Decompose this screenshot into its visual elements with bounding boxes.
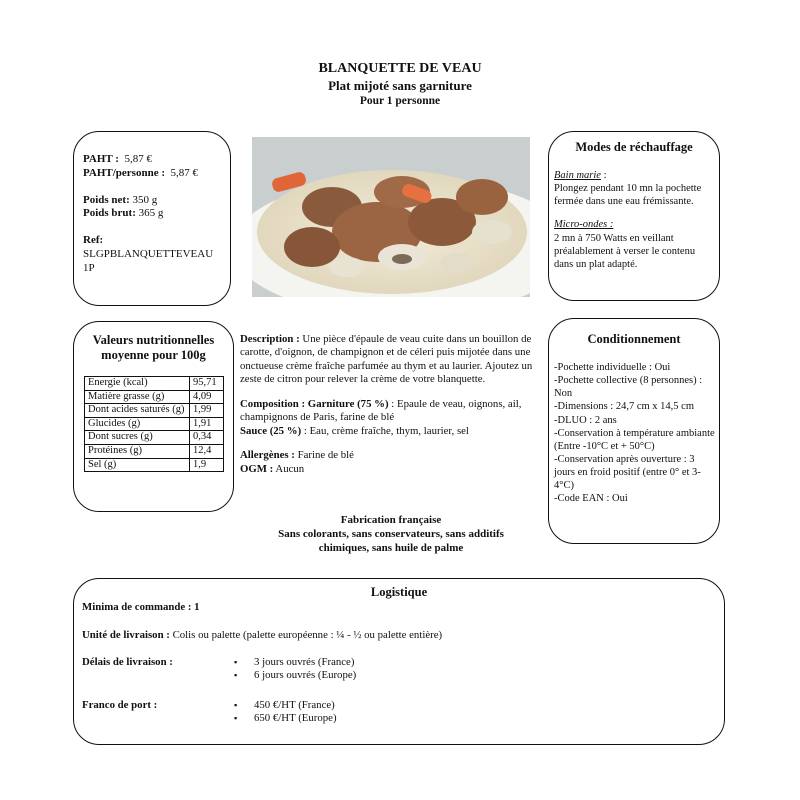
logistics-title: Logistique [370,585,428,599]
delivery-delay-item-text: 3 jours ouvrés (France) [254,656,355,668]
delivery-delay-item [234,669,356,682]
paht-label: PAHT : [83,153,119,165]
fabrication-line3: chimiques, sans huile de palme [318,541,464,554]
packaging-item: -Conservation à température ambiante (Entre -10°C et + 50°C) [554,427,715,452]
nutrition-label: Protéines (g) [85,444,190,458]
blanquette-dish-image [252,137,530,297]
nutrition-value: 1,91 [190,417,224,431]
logistics-box [73,578,725,745]
packaging-item: -Dimensions : 24,7 cm x 14,5 cm [554,401,694,413]
packaging-box [548,318,720,544]
packaging-item: -DLUO : 2 ans [554,414,617,426]
minimum-order-value: 1 [194,601,200,613]
gross-weight-value: 365 g [138,207,164,220]
delivery-delay-label: Délais de livraison : [82,656,173,668]
bullet-icon: ▪ [234,700,238,710]
sauce-text: : Eau, crème fraîche, thym, laurier, sel [303,424,469,437]
fabrication-line1: Fabrication française [340,514,442,526]
ref-value-line1: SLGPBLANQUETTEVEAU [83,247,214,260]
nutrition-row [85,444,224,458]
micro-ondes-text: 2 mn à 750 Watts en veillant préalablement à verser le contenu dans un plat adapté. [554,232,696,270]
ref-label: Ref: [83,234,104,246]
nutrition-box [73,321,234,512]
franco-item-text: 450 €/HT (France) [254,699,335,711]
nutrition-label: Dont acides saturés (g) [85,404,190,418]
description-section [240,333,540,476]
nutrition-row [85,404,224,418]
packaging-list [554,361,716,505]
garniture-text: : Epaule de veau, oignons, ail, champignons de Paris, farine de blé [240,397,522,424]
bullet-icon: ▪ [234,670,238,681]
bain-marie-text: Plongez pendant 10 mn la pochette fermée dans une eau frémissante. [554,183,702,208]
bain-marie-label: Bain marie [554,170,601,181]
nutrition-row [85,390,224,404]
ogm-text: Aucun [275,462,305,475]
fabrication-line2: Sans colorants, sans conservateurs, sans additifs [278,527,504,540]
franco-label: Franco de port : [82,699,158,711]
delivery-unit-label: Unité de livraison : [82,629,170,641]
delivery-delay-item [234,656,356,669]
description-label: Description : [240,333,300,345]
nutrition-row [85,431,224,445]
franco-item-text: 650 €/HT (Europe) [254,712,337,725]
nutrition-value: 1,9 [190,458,224,472]
packaging-item: -Conservation après ouverture : 3 jours en froid positif (entre 0° et 3-4°C) [554,453,701,492]
nutrition-row [85,377,224,391]
paht-person-value: 5,87 € [170,166,198,179]
delivery-delay-list [234,656,356,683]
nutrition-value: 12,4 [190,444,224,458]
bullet-icon: ▪ [234,657,238,667]
composition-label: Composition : [240,397,306,410]
franco-item [234,699,337,712]
nutrition-label: Energie (kcal) [85,377,190,391]
ref-value-line2: 1P [83,261,95,274]
description-text: Une pièce d'épaule de veau cuite dans un bouillon de carotte, d'oignon, de champignon et de céleri puis mijotée dans une onctueuse crème fraîche parfumée au thym et au laurier. Ajoutez un zeste de citron pour relever la crème de votre blanquette. [240,333,533,386]
nutrition-value: 4,09 [190,390,224,404]
reheat-title: Modes de réchauffage [575,140,693,154]
nutrition-table [84,376,224,472]
net-weight-value: 350 g [132,193,158,206]
paht-person-label: PAHT/personne : [83,166,165,179]
franco-item [234,712,337,725]
allergens-label: Allergènes : [240,449,295,462]
nutrition-value: 95,71 [190,377,224,391]
packaging-item: -Pochette collective (8 personnes) : Non [554,375,703,400]
reheat-box: Modes de réchauffage Bain marie : Plongez pendant 10 mn la pochette fermée dans une eau frémissante. Micro-ondes : 2 mn à 750 Watts en veillant préalablement à verser le contenu dans un plat adapté. [548,131,720,301]
net-weight-label: Poids net: [83,193,130,206]
nutrition-label: Glucides (g) [85,417,190,431]
ogm-label: OGM : [240,462,274,475]
price-box [73,131,231,306]
product-title: BLANQUETTE DE VEAU [318,61,482,76]
garniture-label: Garniture (75 %) [307,397,389,410]
packaging-title: Conditionnement [587,332,681,346]
nutrition-label: Dont sucres (g) [85,431,190,445]
minimum-order-label: Minima de commande : [82,601,192,613]
sauce-label: Sauce (25 %) [240,424,302,437]
product-subtitle: Plat mijoté sans garniture [328,77,472,93]
nutrition-title: Valeurs nutritionnelles moyenne pour 100g [92,333,215,362]
franco-list [234,699,337,726]
nutrition-row [85,417,224,431]
product-photo [252,137,530,297]
packaging-item: -Pochette individuelle : Oui [554,362,671,373]
nutrition-value: 0,34 [190,431,224,445]
document-header [0,60,800,108]
packaging-item: -Code EAN : Oui [554,493,628,505]
nutrition-value: 1,99 [190,404,224,418]
paht-value: 5,87 € [124,153,152,165]
delivery-unit-text: Colis ou palette (palette européenne : ¼ - ½ ou palette entière) [172,629,443,641]
nutrition-row [85,458,224,472]
allergens-text: Farine de blé [297,449,354,462]
portion-text: Pour 1 personne [359,94,441,107]
nutrition-label: Sel (g) [85,458,190,472]
bullet-icon: ▪ [234,713,238,724]
fabrication-block [240,514,542,555]
micro-ondes-label: Micro-ondes : [554,219,614,231]
nutrition-label: Matière grasse (g) [85,390,190,404]
delivery-delay-item-text: 6 jours ouvrés (Europe) [254,669,357,682]
gross-weight-label: Poids brut: [83,207,136,220]
